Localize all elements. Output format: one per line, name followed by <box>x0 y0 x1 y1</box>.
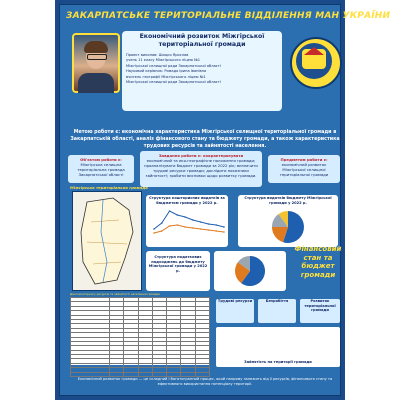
poster <box>55 0 391 400</box>
series-point <box>208 223 210 225</box>
map-caption: Міжгірська територіальна громада <box>70 185 148 190</box>
subject-text: економічний розвиток Міжгірської селищної територіальної громади <box>279 162 329 177</box>
series-point <box>169 225 171 227</box>
series-point <box>215 230 217 232</box>
tasks-box <box>140 151 262 187</box>
series-line-2 <box>154 225 224 233</box>
series-point <box>208 229 210 231</box>
poster-panel <box>59 4 391 396</box>
chart-2-svg <box>238 195 338 247</box>
employment-label: Зайнятість на території громади <box>244 360 312 365</box>
info-line: учень 11 класу Міжгірського ліцею №1 <box>126 58 201 63</box>
community-map <box>72 191 142 291</box>
table-cell <box>138 372 152 376</box>
series-point <box>192 219 194 221</box>
info-line: вчитель географії Міжгірського ліцею №1 <box>126 74 206 79</box>
series-point <box>153 232 155 234</box>
author-info <box>126 53 278 85</box>
employment-box <box>216 327 340 367</box>
table-cell <box>152 372 166 376</box>
chart-2-card <box>238 195 338 247</box>
table-cell <box>195 372 209 376</box>
info-line: Проект виконав: Шицко Ярослав <box>126 53 189 57</box>
object-title: Об'єктом роботи є: <box>80 157 122 162</box>
object-text: Міжгірська селищна територіальна громада Закарпатської області <box>77 162 125 177</box>
chart-1-title: Структура кошторисних видатків за бюджетом громади у 2022 р. <box>149 196 225 205</box>
object-box <box>68 155 134 183</box>
series-point <box>192 227 194 229</box>
series-point <box>223 231 225 233</box>
table-cell <box>109 372 123 376</box>
chart-1-card <box>146 195 228 247</box>
resource-box-1: Трудові ресурси <box>216 299 254 323</box>
tasks-text: економічний та еко-географічне положення громади; проаналізувати бюджет громади за 2022 рік; визначити трудові ресурси громади; дослідити показники зайнятості; зробити висновки щодо розвитку громади. <box>144 158 258 178</box>
table-row <box>71 372 210 376</box>
chart-3-title: Структура податкових надходжень до бюджету Міжгірської громади у 2022 р. <box>148 255 208 273</box>
table-cell <box>71 372 110 376</box>
chart-2-title: Структура видатків бюджету Міжгірської громади у 2022 р. <box>244 196 332 205</box>
map-svg <box>73 192 141 290</box>
series-point <box>161 222 163 224</box>
chart-1-svg <box>146 195 228 247</box>
resource-box-2: Безробіття <box>258 299 296 323</box>
series-point <box>161 230 163 232</box>
series-point <box>223 226 225 228</box>
table-caption: Дані моніторингу ресурсів та зайнятості населення громади <box>70 292 160 296</box>
series-point <box>177 224 179 226</box>
series-point <box>177 214 179 216</box>
series-point <box>184 226 186 228</box>
series-point <box>153 228 155 230</box>
data-table-grid <box>70 297 210 377</box>
footer-text: Економічний розвиток громади — це складний і багатогранний процес, який напряму залежить від її ресурсів, фінансового стану та ефективного використання потенціалу території. <box>77 377 333 386</box>
series-point <box>215 224 217 226</box>
goal-text: Метою роботи є: економічна характеристика Міжгірської селищної територіальної громади в Закарпатській області, аналіз фінансового стану та бюджету громади, а також характеристика трудових ресурсів та зайнятості населення. <box>70 130 340 149</box>
subject-box <box>268 155 340 183</box>
chart-3-card <box>214 251 286 291</box>
resource-box-3: Розвиток територіальної громади <box>300 299 340 323</box>
author-photo <box>72 33 120 93</box>
series-point <box>200 221 202 223</box>
info-line: Міжгірської селищної ради Закарпатської області <box>126 80 221 85</box>
chart-3-label-card <box>146 251 210 291</box>
finance-label: Фінансовий стан та бюджет громади <box>294 245 342 279</box>
series-line-1 <box>154 211 224 229</box>
subject-title: Предметом роботи є: <box>280 157 328 162</box>
table-cell <box>181 372 195 376</box>
emblem-icon <box>290 37 342 89</box>
chart-3-svg <box>214 251 286 291</box>
info-line: Науковий керівник: Ромадо Ірина Іванівна <box>126 69 207 74</box>
info-line: Міжгірської селищної ради Закарпатської області <box>126 63 221 68</box>
table-cell <box>124 372 138 376</box>
project-title: Економічний розвиток Міжгірської територіальної громади <box>139 33 265 48</box>
series-point <box>200 228 202 230</box>
table-cell <box>167 372 181 376</box>
tasks-title: Завдання роботи є: охарактеризувати <box>158 153 244 158</box>
header-title: ЗАКАРПАТСЬКЕ ТЕРИТОРІАЛЬНЕ ВІДДІЛЕННЯ МАН УКРАЇНИ <box>66 11 391 21</box>
data-table <box>70 297 210 365</box>
series-point <box>184 216 186 218</box>
series-point <box>169 210 171 212</box>
